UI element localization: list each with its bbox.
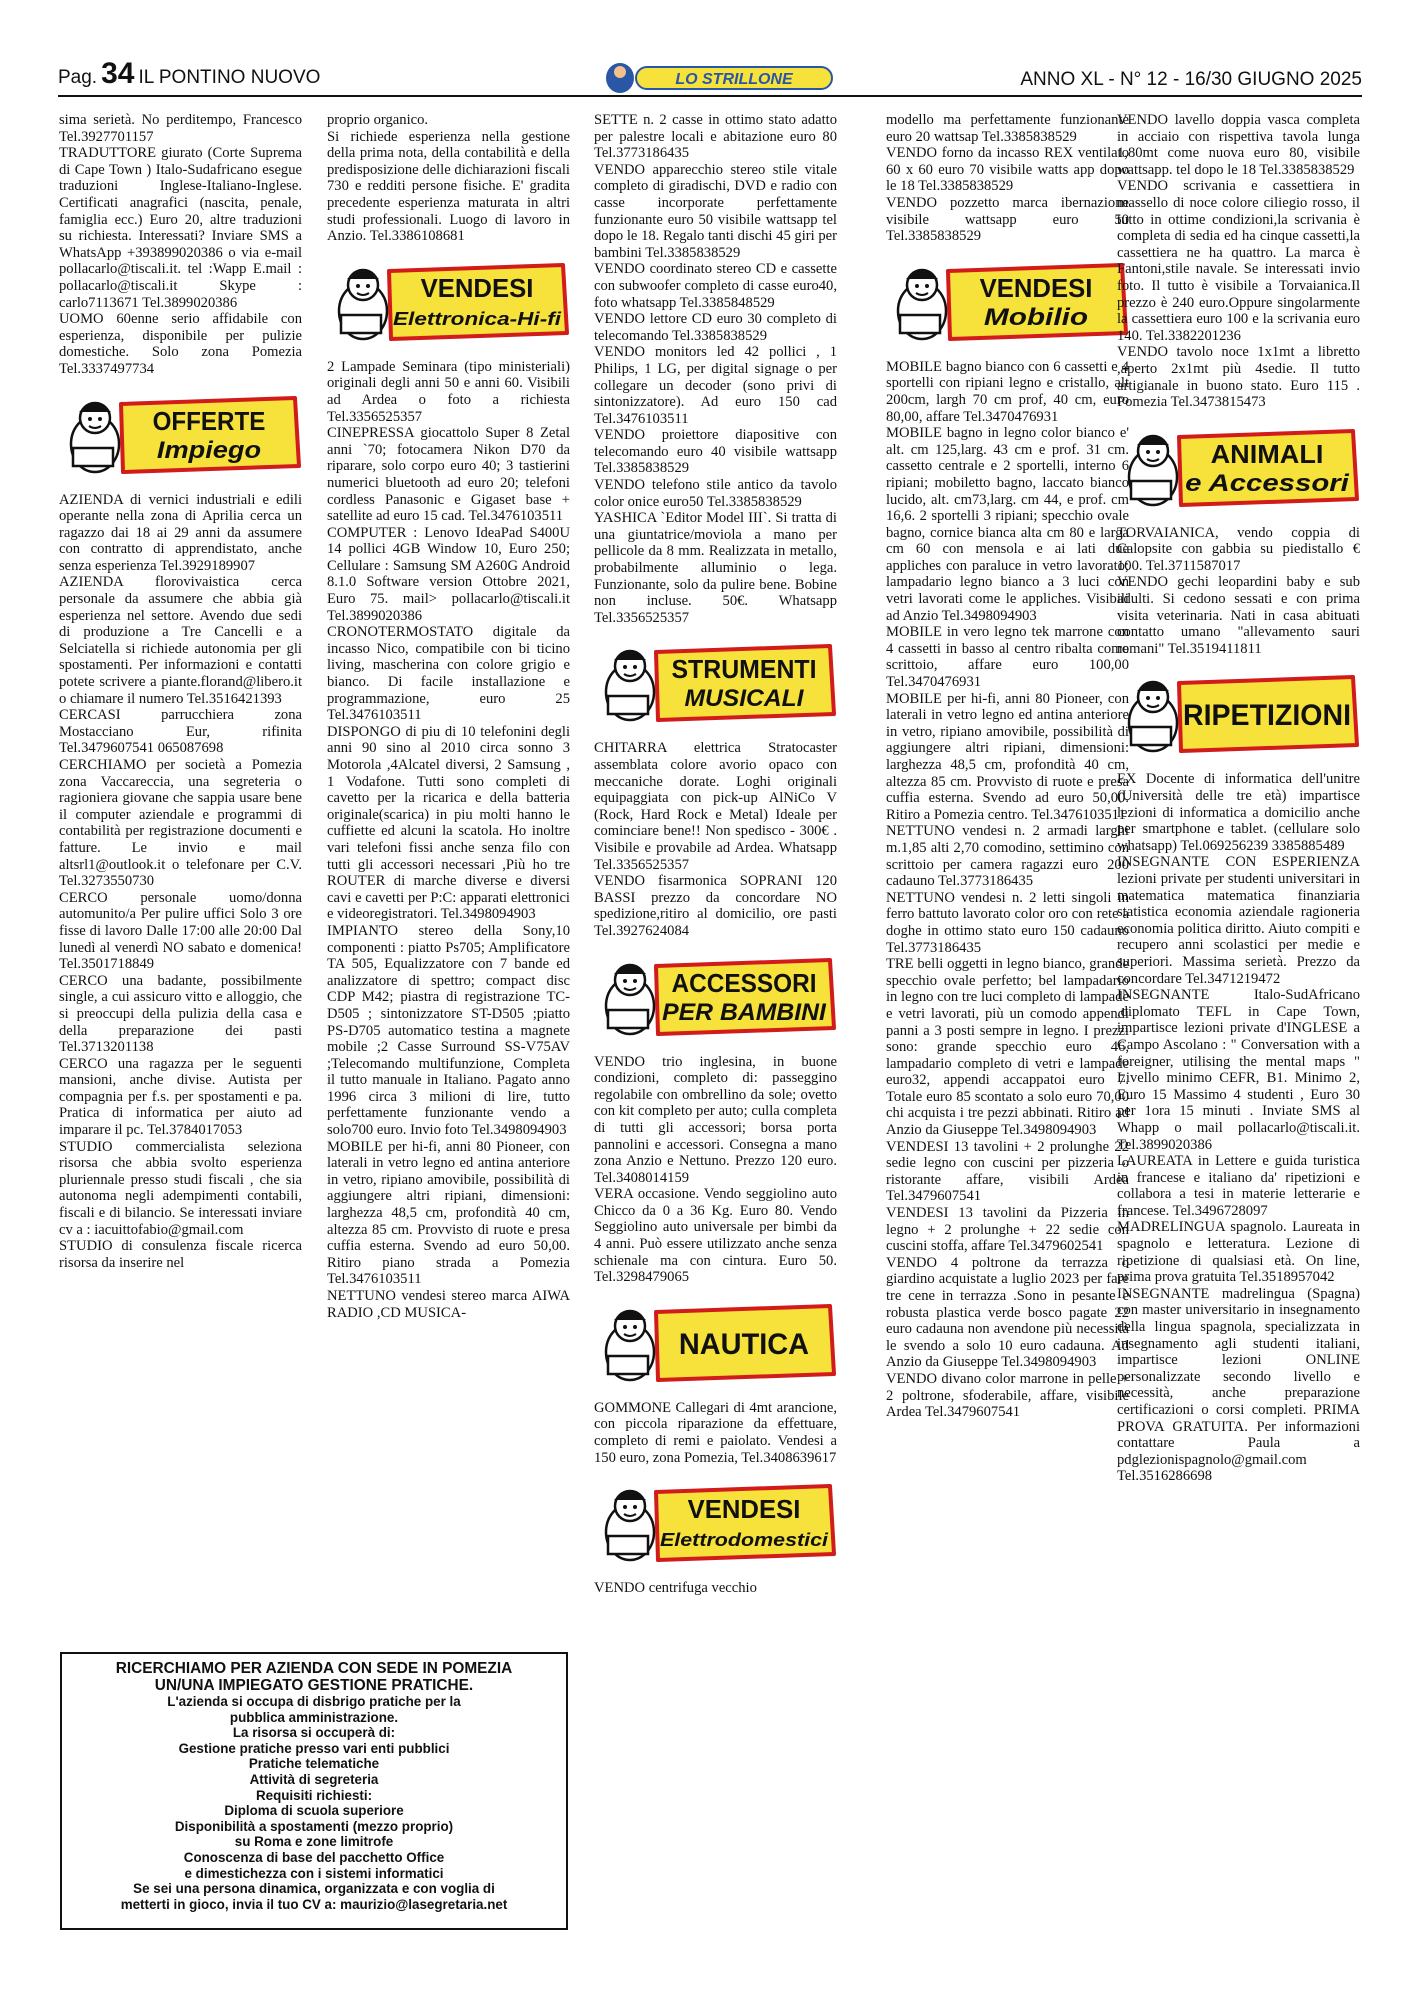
banner-title: ANIMALI [1210,438,1324,469]
classified-ad: VENDO forno da incasso REX ventilato 60 x 60 euro 70 visibile watts app dopo le 18 Tel.3385838529 [886,145,1129,195]
classified-ad: VENDO tavolo noce 1x1mt a libretto ,aperto 2x1mt più 4sedie. Il tutto artigianale in buono stato. Euro 115 . Pomezia Tel.3473815473 [1117,344,1360,411]
banner-title: OFFERTE [152,405,266,436]
classified-ad: VENDO coordinato stereo CD e cassette con subwoofer completo di casse euro40, foto whatsapp Tel.3385848529 [594,261,837,311]
banner-accessori-bambini [594,952,837,1040]
ad-line: L'azienda si occupa di disbrigo pratiche per la [167,1694,461,1709]
banner-title: VENDESI [420,272,534,303]
classified-ad: VERA occasione. Vendo seggiolino auto Chicco da 0 a 36 Kg. Euro 80. Vendo Seggiolino auto universale per bimbi da 4 anni. Può essere utilizzato anche senza schienale ma con cintura. Euro 50. Tel.3298479065 [594,1186,837,1286]
classified-ad: VENDO fisarmonica SOPRANI 120 BASSI prezzo da concordare NO spedizione,ritiro al domicilio, ore pasti Tel.3927624084 [594,873,837,939]
classified-ad: TORVAIANICA, vendo coppia di Calopsite con gabbia su piedistallo € 100. Tel.3711587017 [1117,524,1360,574]
classified-ad: CRONOTERMOSTATO digitale da incasso Nico, compatibile con bi ticino living, mascherina con colore grigio e bianco. Di facile installazione e programmazione, euro 25 Tel.3476103511 [327,624,570,724]
classified-ad: NETTUNO vendesi n. 2 letti singoli in ferro battuto lavorato color oro con rete a doghe in ottimo stato euro 150 cadauno Tel.3773186435 [886,889,1129,956]
mascot-icon [71,403,119,472]
classified-ad: INSEGNANTE madrelingua (Spagna) con master universitario in insegnamento della lingua spagnola, specializzata in insegnamento agli studenti italiani, impartisce lezioni ONLINE personalizzate secondo livello e necessità, anche preparazione certificazioni o corsi completi. PRIMA PROVA GRATUITA. Per informazioni contattare Paula a pdglezionispagnolo@gmail.com Tel.3516286698 [1117,1285,1360,1485]
classified-ad: EX Docente di informatica dell'unitre (Università delle tre età) impartisce lezioni di informatica a domicilio anche per smartphone e tablet. (cellulare solo whatsapp) Tel.069256239 3385885489 [1117,771,1360,854]
classified-ad: NETTUNO vendesi stereo marca AIWA RADIO ,CD MUSICA- [327,1288,570,1321]
mascot-icon [606,651,654,720]
classified-ad: VENDO lavello doppia vasca completa in acciaio con rispettiva tavola lunga 1,80mt come nuova euro 80, visibile wattsapp. tel dopo le 18 Tel.3385838529 [1117,112,1360,178]
banner-title: Impiego [156,436,262,464]
classified-ad: CERCO una badante, possibilmente single, a cui assicuro vitto e alloggio, che si preoccupi della pulizia della casa e della preparazione dei pasti Tel.3713201138 [59,972,302,1056]
classified-ad: VENDO pozzetto marca ibernazione visibile wattsapp euro 50 Tel.3385838529 [886,194,1129,245]
classified-ad: AZIENDA florovivaistica cerca personale da assumere che abbia già esperienza nel settore. Avendo due sedi di produzione a Tre Cancelli e a Selciatella si richiede autonomia per gli spostamenti. Per informazioni e contatti potete scrivere a piante.florand@libero.it o chiamare il numero Tel.3516421393 [59,574,302,707]
banner-title: MUSICALI [684,685,805,713]
classified-ad: VENDESI 13 tavolini da Pizzeria in legno + 2 prolunghe + 22 sedie con cuscini stoffa, affare Tel.3479602541 [886,1205,1129,1255]
ad-line: Pratiche telematiche [248,1756,380,1772]
ad-line: UN/UNA IMPIEGATO GESTIONE PRATICHE. [154,1677,474,1694]
classified-ad: VENDO apparecchio stereo stile vitale completo di giradischi, DVD e radio con casse incorporate perfettamente funzionante euro 50 visibile wattsapp tel dopo le 18. Regalo tanti dischi 45 giri per bambini Tel.3385838529 [594,161,837,261]
classified-ad: MOBILE per hi-fi, anni 80 Pioneer, con laterali in vetro legno ed antina anteriore in vetro, ripiano amovibile, possibilità di aggiungere altri ripiani, dimensioni: larghezza 48,5 cm, profondità 40 cm, altezza 85 cm. Provvisto di ruote e presa cuffia esterna. Svendo ad euro 50,00. Ritiro a Pomezia centro. Tel.3476103511 [886,690,1129,823]
classified-ad: MADRELINGUA spagnolo. Laureata in spagnolo e letteratura. Lezione di ripetizione di qualsiasi età. On line, prima prova gratuita Tel.3518957042 [1117,1219,1360,1286]
classified-ad: Si richiede esperienza nella gestione della prima nota, della contabilità e della predisposizione delle dichiarazioni fiscali 730 e redditi persone fisiche. E' gradita precedente esperienza maturata in altri studi professionali. Luogo di lavoro in Anzio. Tel.3386108681 [327,128,570,245]
svg-text:LO STRILLONE: LO STRILLONE [675,71,793,88]
mascot-icon [1129,682,1177,751]
classified-ad: STUDIO di consulenza fiscale ricerca risorsa da inserire nel [59,1238,302,1271]
ad-line: Diploma di scuola superiore [224,1803,404,1819]
banner-title: VENDESI [979,272,1093,303]
ad-line: Gestione pratiche presso vari enti pubblici [178,1740,450,1756]
ad-line: pubblica amministrazione. [229,1709,399,1725]
classified-ad: CERCO una ragazza per le seguenti mansioni, anche divise. Autista per compagnia per f.s. per spostamenti e pa. Pratica di informatica per aiuto ad imparare il pc. Tel.3784017053 [59,1055,302,1139]
classified-ad: LAUREATA in Lettere e guida turistica in francese e italiano da' ripetizioni e collabora a tesi in materie letterarie e francese. Tel.3496728097 [1117,1153,1360,1219]
classified-ad: VENDO trio inglesina, in buone condizioni, completo di: passeggino regolabile con ombrellino da sole; ovetto con kit completo per auto; culla completa di tutti gli accessori; borsa porta pannolini e accessori. Consegna a mano zona Anzio e Nettuno. Prezzo 120 euro. Tel.3408014159 [594,1053,837,1186]
ad-line: Conoscenza di base del pacchetto Office [183,1849,445,1865]
classified-ad: proprio organico. [327,112,429,128]
mascot-icon [606,1491,654,1560]
classified-ad: NETTUNO vendesi n. 2 armadi larghi m.1,85 alti 2,70 comodino, settimino con scrittoio per camera ragazzi euro 200 cadauno Tel.3773186435 [886,823,1129,890]
column-5 [1117,112,1360,1485]
banner-title: ACCESSORI [671,967,817,998]
page-header [58,57,1362,94]
classified-ad: VENDO scrivania e cassettiera in massello di noce colore ciliegio rosso, il tutto in ottime condizioni,la scrivania è completa di sedia ed ha cinque cassetti,la cassettiera ne ha quattro. La marca è Fantoni,stile navale. Se interessati invio foto. Il tutto è visibile a Torvaianica.Il prezzo è 240 euro.Oppure singolarmente la cassettiera euro 100 e la scrivania euro 140. Tel.3382201236 [1117,178,1360,344]
mascot-icon [339,270,387,339]
classified-ad: VENDO divano color marrone in pelle + 2 poltrone, sfoderabile, affare, visibile Ardea Tel.3479607541 [886,1370,1129,1421]
classified-ad: TRADUTTORE giurato (Corte Suprema di Cape Town ) Italo-Sudafricano esegue traduzioni Inglese-Italiano-Inglese. Certificati anagrafici (nascita, penale, famiglia ecc.) Euro 20, altre traduzioni su richiesta. Interessati? Inviare SMS a WhatsApp +393899020386 o via e-mail pollacarlo@tiscali.it. tel :Wapp E.mail : pollacarlo@tiscali.it Skype : carlo7113671 Tel.3899020386 [59,145,302,311]
pag-label: Pag. [58,67,98,88]
banner-title: Elettronica-Hi-fi [393,308,563,329]
classified-ad: VENDESI 13 tavolini + 2 prolunghe 22 sedie legno con cuscini per pizzeria o ristorante affare, visibili Ardea Tel.3479607541 [886,1138,1129,1205]
banner-offerte-impiego [59,390,302,478]
classified-ad: MOBILE bagno in legno color bianco e' alt. cm 125,larg. 43 cm e prof. 31 cm. cassetto centrale e 2 sportelli, interno 6 ripiani; mobiletto bagno, laccato bianco lucido, alt. cm73,larg. cm 44, e prof. cm 16,6. 2 sportelli 3 ripiani; specchio ovale bagno, cornice bianca alta cm 80 e larga cm 60 con mensola e ai lati due appliches con paraluce in vetro lavorato; lampadario legno bianco a 3 luci con vetri lavorati come le appliches. Visibili ad Anzio Tel.3498094903 [886,425,1129,624]
banner-title: Mobilio [983,303,1089,331]
issue-info: ANNO XL - N° 12 - 16/30 GIUGNO 2025 [1020,69,1362,90]
classified-ad: VENDO proiettore diapositive con telecomando euro 40 visibile wattsapp Tel.3385838529 [594,427,837,477]
banner-vendesi-mobilio [886,257,1129,345]
ad-line: Requisiti richiesti: [255,1787,373,1803]
ad-line: La risorsa si occuperà di: [232,1725,396,1741]
classified-ad: COMPUTER : Lenovo IdeaPad S400U 14 pollici 4GB Window 10, Euro 250; Cellulare : Samsung SM A260G Android 8.1.0 Software version Ottobre 2021, Euro 75. mail> pollacarlo@tiscali.it Tel.3899020386 [327,524,570,624]
classified-ad: CERCO personale uomo/donna automunito/a Per pulire uffici Solo 3 ore fisse di lavoro Dalle 17:00 alle 20:00 Dal lunedì al venerdì NO sabato e domenica! Tel.3501718849 [59,889,302,973]
page-label [58,57,320,91]
ad-line: e dimestichezza con i sistemi informatici [184,1865,444,1881]
classified-ad: CERCASI parrucchiera zona Mostacciano Eur, rifinita Tel.3479607541 065087698 [59,707,302,757]
banner-nautica [594,1298,837,1386]
classified-ad: INSEGNANTE Italo-SudAfricano ,diplomato TEFL in Cape Town, impartisce lezioni private d'INGLESE a Campo Ascolano : " Conversation with a foreigner, utilising the mental maps " Livello minimo CEFR, B1. Minimo 2, Euro 15 Massimo 4 studenti , Euro 30 per 1ora 15 minuti . Inviate SMS al Whapp o mail pollacarlo@tiscali.it. Tel.3899020386 [1117,987,1360,1153]
classified-ad: VENDO 4 poltrone da terrazza o giardino acquistate a luglio 2023 per fare tre cene in terrazza .Sono in pesante e robusta plastica verde bosco pagate 22 euro cadauna non avendone più necessità le svendo a solo 10 euro cadauna. Ad Anzio da Giuseppe Tel.3498094903 [886,1254,1129,1371]
banner-title: STRUMENTI [671,654,817,685]
ad-line: metterti in gioco, invia il tuo CV a: maurizio@lasegretaria.net [120,1896,508,1912]
ad-line: su Roma e zone limitrofe [234,1834,394,1850]
lo-strillone-logo [598,60,838,96]
banner-title: VENDESI [687,1494,801,1525]
classified-ad: CINEPRESSA giocattolo Super 8 Zetal anni `70; fotocamera Nikon D70 da riparare, solo corpo euro 40; 3 tastierini numerici bluetooth ad euro 20; telefoni cordless Panasonic e Gigaset base + satellite ad euro 15 cad. Tel.3476103511 [327,425,570,525]
classified-ad: STUDIO commercialista seleziona risorsa che abbia svolto esperienza pluriennale presso studi fiscali , che sia autonoma negli adempimenti contabili, fiscali e di bilancio. Se interessati inviare cv a : iacuittofabio@gmail.com [59,1138,302,1238]
classified-ad: MOBILE per hi-fi, anni 80 Pioneer, con laterali in vetro legno ed antina anteriore in vetro, ripiano amovibile, possibilità di aggiungere altri ripiani, dimensioni: larghezza 48,5 cm, profondità 40 cm, altezza 85 cm. Provvisto di ruote e presa cuffia esterna. Svendo ad euro 50,00. Ritiro piano strada a Pomezia Tel.3476103511 [327,1138,570,1288]
classified-ad: VENDO lettore CD euro 30 completo di telecomando Tel.3385838529 [594,311,837,344]
column-4 [886,112,1129,1421]
banner-strumenti-musicali [594,638,837,726]
classified-ad: modello ma perfettamente funzionante euro 20 wattsap Tel.3385838529 [886,112,1129,145]
classified-ad: AZIENDA di vernici industriali e edili operante nella zona di Aprilia cerca un ragazzo dai 18 ai 29 anni da assumere con contratto di apprendistato, anche senza esperienza Tel.3929189907 [59,491,302,574]
page-number: 34 [101,57,135,90]
banner-title: PER BAMBINI [662,998,828,1026]
column-1 [59,112,302,1271]
classified-ad: TRE belli oggetti in legno bianco, grande specchio ovale perfetto; bel lampadario in legno con tre luci completo di lampade e vetri lavorati, più un comodo appendi panni a 3 posti sempre in legno. I prezzi sono: grande specchio euro 46, lampadario completo di vetri e lampade euro32, appendi accappatoi euro 7. Totale euro 85 scontato a solo euro 70,00 chi acquista i tre pezzi abbinati. Ritiro ad Anzio da Giuseppe Tel.3498094903 [886,956,1129,1139]
classified-ad: VENDO gechi leopardini baby e sub adulti. Si cedono sessati e con prima visita veterinaria. Nati in casa abituati contatto umano "allevamento sauri romani" Tel.3519411811 [1117,574,1360,657]
banner-vendesi-elettronica [327,257,570,345]
classified-ad: VENDO monitors led 42 pollici , 1 Philips, 1 LG, per digital signage o per collegare un decoder (sono privi di sintonizzatore). Ad euro 150 cad Tel.3476103511 [594,344,837,427]
mascot-icon [898,270,946,339]
banner-title: NAUTICA [678,1327,810,1361]
banner-title: e Accessori [1185,469,1351,497]
classified-ad: IMPIANTO stereo della Sony,10 componenti : piatto Ps705; Amplificatore TA 505, Equalizzatore con 7 bande ed analizzatore di spettro; compact disc CDP M42; piastra di registrazione TC-D505 ; sintonizzatore ST-D505 ;piatto PS-D705 automatico testina a magnete mobile ;2 Casse Surround SS-V75AV ;Telecomando multifunzione, Completa il tutto manuale in Italiano. Pagato anno 1996 circa 3 milioni di lire, tutto perfettamente funzionante vendo a solo700 euro. Invio foto Tel.3498094903 [327,922,570,1139]
classified-ad: CERCHIAMO per società a Pomezia zona Vaccareccia, una segreteria o ragioniera giovane che sappia usare bene il computer aziendale e programmi di contabilità per registrazione documenti e fatture. Le invio e mail altsrl1@outlook.it o telefonare per C.V. Tel.3273550730 [59,757,302,890]
banner-vendesi-elettrodomestici [594,1478,837,1566]
classified-ad: 2 Lampade Seminara (tipo ministeriali) originali degli anni 50 e anni 60. Visibili ad Ardea o foto a richiesta Tel.3356525357 [327,358,570,425]
classified-ad: UOMO 60enne serio affidabile con esperienza, disponibile per pulizie domestiche. Solo zona Pomezia Tel.3337497734 [59,311,302,377]
classified-ad: GOMMONE Callegari di 4mt arancione, con piccola riparazione da effettuare, completo di remi e paiolato. Vendesi a 150 euro, zona Pomezia, Tel.3408639617 [594,1399,837,1466]
newspaper-name: IL PONTINO NUOVO [138,67,321,88]
banner-title: RIPETIZIONI [1183,699,1351,733]
classified-ad: YASHICA `Editor Model III`. Si tratta di una giuntatrice/moviola a mano per pellicole da 8 mm. Realizzata in metallo, probabilmente alluminio o lega. Funzionante, solo da pulire bene. Bobine non incluse. 50€. Whatsapp Tel.3356525357 [594,510,837,626]
classified-ad: CHITARRA elettrica Stratocaster assemblata colore avorio opaco con meccaniche dorate. Loghi originali equipaggiata con pick-up AlNiCo V (Rock, Hard Rock e Metal) Ideale per cominciare bene!! Non spedisco - 300€ . Visibile e provabile ad Ardea. Whatsapp Tel.3356525357 [594,740,837,873]
classified-ad: sima serietà. No perditempo, Francesco Tel.3927701157 [59,112,302,145]
classified-ad: VENDO telefono stile antico da tavolo color onice euro50 Tel.3385838529 [594,477,837,510]
banner-ripetizioni [1117,669,1360,757]
classified-ad: INSEGNANTE CON ESPERIENZA lezioni private per studenti universitari in matematica matematica finanziaria statistica economia aziendale ragioneria economia politica diritto. Aiuto compiti e recupero anni scolastici per medie e superiori. Massima serietà. Prezzo da concordare Tel.3471219472 [1117,854,1360,987]
job-ad-box [60,1652,568,1930]
banner-animali-accessori [1117,423,1360,511]
ad-line: Disponibilità a spostamenti (mezzo proprio) [174,1818,454,1834]
classified-ad: DISPONGO di piu di 10 telefonini degli anni 90 sino al 2010 circa sonno 3 Motorola ,4Alcatel diversi, 2 Samsung , 1 Vodafone. Tutti sono completi di cavetto per la ricarica e della batteria originale(scarica) in piu molti hanno le cuffiette ed alcuni la scatola. Ho inoltre vari telefoni fissi anche senza filo con tutti gli accessori necessari ,Più ho tre ROUTER di marche diverse e diversi cavi e cavetti per P:C: apparati elettronici e videoregistratori. Tel.3498094903 [327,723,570,923]
ad-line: Se sei una persona dinamica, organizzata e con voglia di [133,1881,495,1897]
column-3 [594,112,837,1597]
classified-ad: MOBILE in vero legno tek marrone con 4 cassetti in basso al centro ribalta come scrittoio, affare euro 100,00 Tel.3470476931 [886,624,1129,691]
mascot-icon [1129,436,1177,505]
classified-ad: SETTE n. 2 casse in ottimo stato adatto per palestre locali e abitazione euro 80 Tel.3773186435 [594,112,837,162]
classified-ad: VENDO centrifuga vecchio [594,1580,757,1597]
classified-ad: MOBILE bagno bianco con 6 cassetti e 4 sportelli con ripiani legno e cristallo, alt 200cm, largh 70 cm prof, 40 cm, euro 80,00, affare Tel.3470476931 [886,358,1129,425]
ad-line: Attività di segreteria [249,1771,379,1787]
mascot-icon [606,965,654,1034]
mascot-icon [606,1311,654,1380]
ad-line: RICERCHIAMO PER AZIENDA CON SEDE IN POMEZIA [115,1660,513,1677]
header-rule [58,95,1362,97]
column-2 [327,112,570,1321]
banner-title: Elettrodomestici [660,1530,830,1551]
